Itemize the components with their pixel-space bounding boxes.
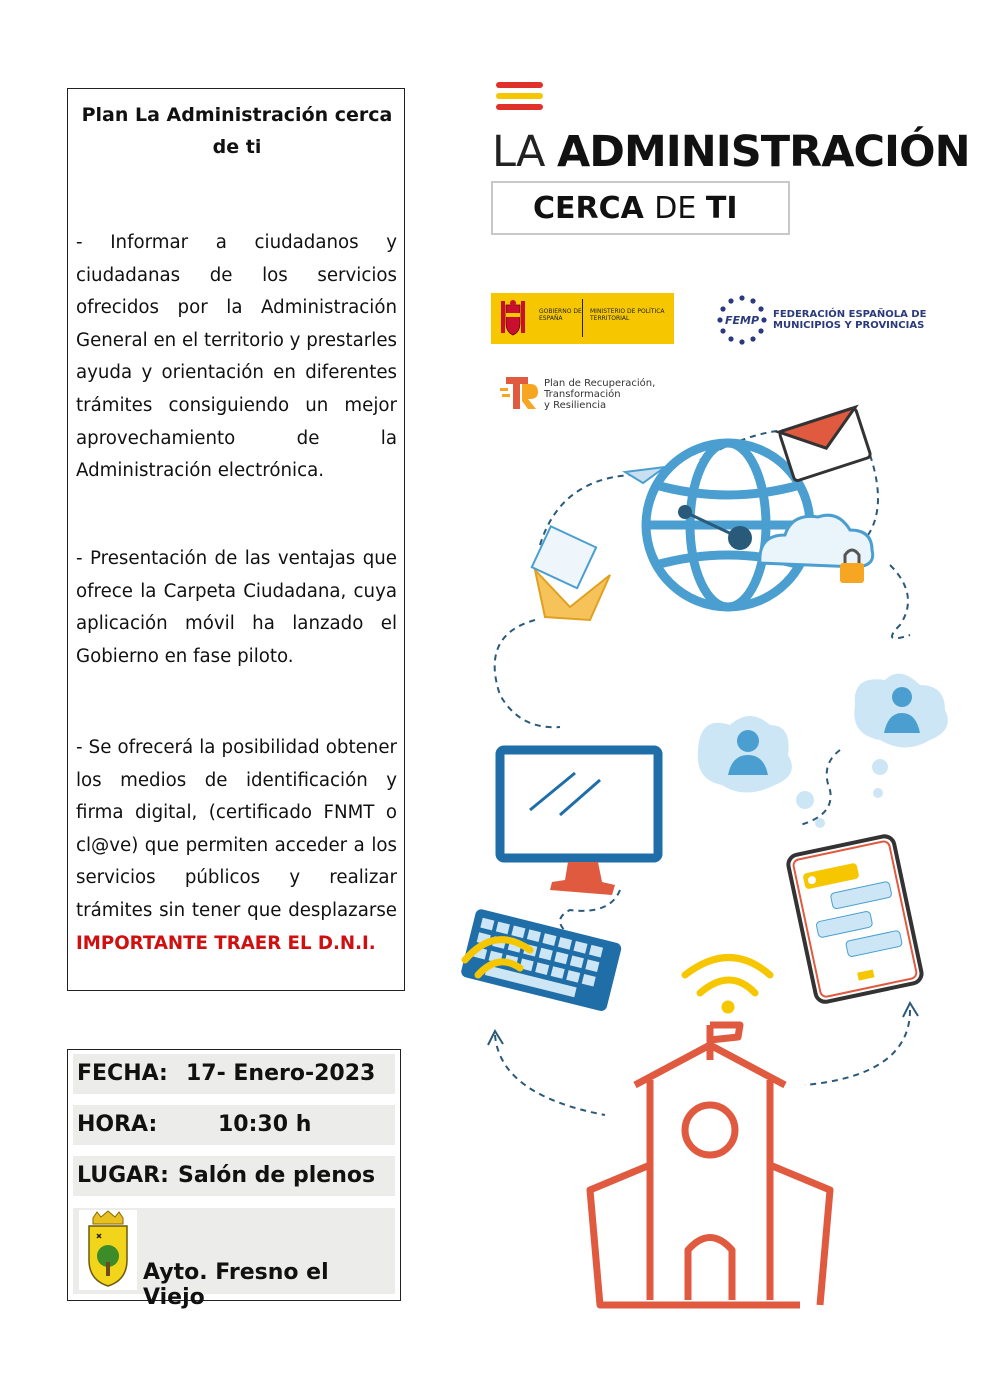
town-hall-name: Ayto. Fresno el Viejo — [143, 1260, 329, 1310]
brand-subtitle-box — [491, 181, 790, 235]
femp-stars-icon — [716, 294, 768, 346]
town-row — [73, 1208, 395, 1310]
time-row — [73, 1105, 395, 1145]
brand-ti: TI — [705, 191, 738, 226]
event-box — [67, 1049, 401, 1310]
place-value: Salón de plenos — [178, 1163, 376, 1188]
spain-coat-of-arms-icon — [499, 299, 527, 337]
info-title: Plan La Administración cerca de ti — [81, 104, 393, 158]
brand-administracion: ADMINISTRACIÓN — [557, 127, 970, 177]
brand-cerca: CERCA — [533, 191, 655, 226]
town-crest-icon — [79, 1210, 137, 1290]
femp-line1: FEDERACIÓN ESPAÑOLA DE — [773, 309, 927, 320]
femp-acronym: FEMP — [724, 314, 760, 327]
spain-flag-icon — [496, 82, 543, 115]
info-paragraph-carpeta: - Presentación de las ventajas que ofrece la Carpeta Ciudadana, cuya aplicación móvil ha lanzado el Gobierno en fase piloto. — [76, 548, 397, 667]
identificacion-text: - Se ofrecerá la posibilidad obtener los medios de identificación y firma digital, (certificado FNMT o cl@ve) que permiten acceder a los servicios públicos y realizar trámites sin tener que desplazarse — [76, 737, 397, 921]
place-row — [73, 1156, 395, 1196]
info-box — [67, 88, 405, 991]
info-paragraph-services: - Informar a ciudadanos y ciudadanas de los servicios ofrecidos por la Administración General en el territorio y prestarles ayuda y orientación en diferentes trámites consiguiendo un mejor aprovechamiento de la Administración electrónica. — [76, 232, 397, 482]
brand-subtitle — [533, 190, 738, 228]
digital-administration-illustration — [440, 395, 960, 1315]
prtr-line1: Plan de Recuperación, — [544, 378, 656, 389]
place-label: LUGAR: — [77, 1163, 169, 1188]
info-paragraph-identificacion — [76, 732, 397, 960]
date-label: FECHA: — [77, 1061, 168, 1086]
gobierno-logo — [491, 293, 674, 344]
important-notice: IMPORTANTE TRAER EL D.N.I. — [76, 932, 376, 954]
prtr-line2: Transformación — [544, 389, 621, 400]
brand-de: DE — [654, 191, 706, 226]
time-label: HORA: — [77, 1112, 158, 1137]
femp-line2: MUNICIPIOS Y PROVINCIAS — [773, 320, 925, 331]
brand-la: LA — [492, 127, 558, 177]
ministerio-text: MINISTERIO DE POLÍTICA TERRITORIAL — [590, 308, 665, 322]
femp-name — [773, 309, 933, 331]
gobierno-text: GOBIERNO DE ESPAÑA — [539, 308, 582, 322]
brand-title — [492, 126, 970, 178]
gobierno-separator — [582, 299, 583, 337]
date-value: 17- Enero-2023 — [186, 1061, 376, 1086]
time-value: 10:30 h — [218, 1112, 312, 1137]
date-row — [73, 1054, 395, 1094]
prtr-line3: y Resiliencia — [544, 400, 607, 411]
